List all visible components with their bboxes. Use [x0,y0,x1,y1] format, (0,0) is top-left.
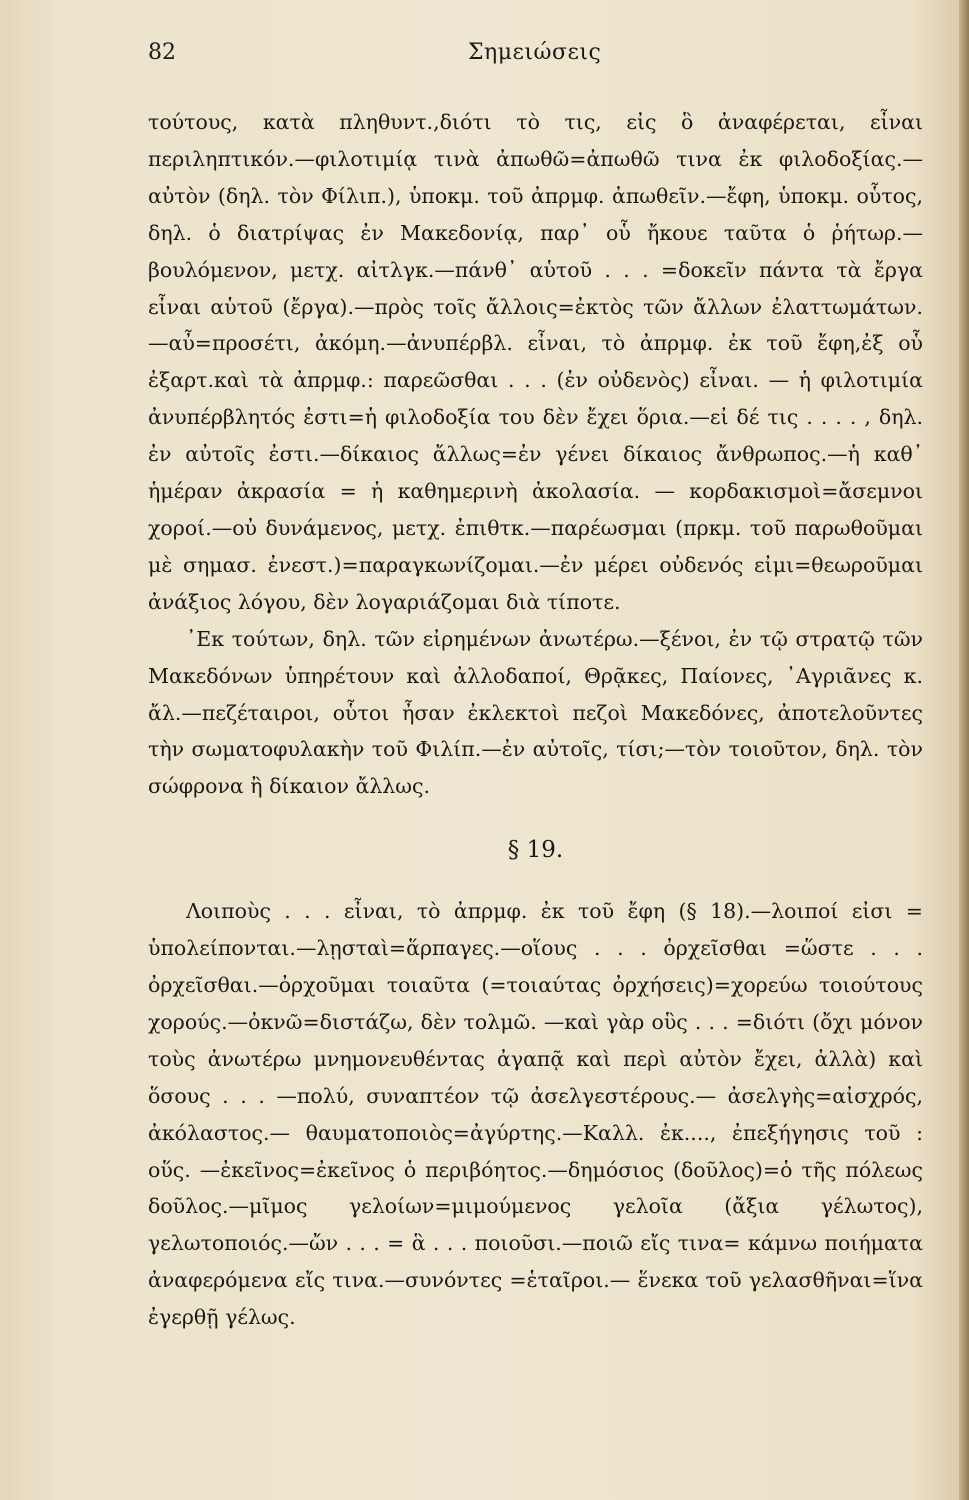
notes-paragraph-2: ᾽Εκ τούτων, δηλ. τῶν εἰρημένων ἀνωτέρω.—ξένοι, ἐν τῷ στρατῷ τῶν Μακεδόνων ὑπηρέτουν καὶ ἀλλοδαποί, Θρᾷκες, Παίονες, ᾽Αγριᾶνες κ. ἄλ.—πεζέταιροι, οὗτοι ἦσαν ἐκλεκτοὶ πεζοὶ Μακεδόνες, ἀποτελοῦντες τὴν σωματοφυλακὴν τοῦ Φιλίπ.—ἐν αὐτοῖς, τίσι;—τὸν τοιοῦτον, δηλ. τὸν σώφρονα ἢ δίκαιον ἄλλως. [148,626,923,799]
running-title: Σημειώσεις [468,40,602,65]
page-number: 82 [148,40,176,65]
section-heading: § 19. [507,837,564,864]
notes-paragraph-1: τούτους, κατὰ πληθυντ.,διότι τὸ τις, εἰς ὃ ἀναφέρεται, εἶναι περιληπτικόν.—φιλοτιμίᾳ τινὰ ἀπωθῶ=ἀπωθῶ τινα ἐκ φιλοδοξίας.—αὐτὸν (δηλ. τὸν Φίλιπ.), ὑποκμ. τοῦ ἀπρμφ. ἀπωθεῖν.—ἔφη, ὑποκμ. οὗτος, δηλ. ὁ διατρίψας ἐν Μακεδονίᾳ, παρ᾽ οὗ ἤκουε ταῦτα ὁ ῥήτωρ.—βουλόμενον, μετχ. αἰτλγκ.—πάνθ᾽ αὑτοῦ . . . =δοκεῖν πάντα τὰ ἔργα εἶναι αὑτοῦ (ἔργα).—πρὸς τοῖς ἄλλοις=ἐκτὸς τῶν ἄλλων ἐλαττωμάτων.—αὖ=προσέτι, ἀκόμη.—ἀνυπέρβλ. εἶναι, τὸ ἀπρμφ. ἐκ τοῦ ἔφη,ἐξ οὗ ἐξαρτ.καὶ τὰ ἀπρμφ.: παρεῶσθαι . . . (ἐν οὐδενὸς) εἶναι. — ἡ φιλοτιμία ἀνυπέρβλητός ἐστι=ἡ φιλοδοξία του δὲν ἔχει ὅρια.—εἰ δέ τις . . . . , δηλ. ἐν αὐτοῖς ἐστι.—δίκαιος ἄλλως=ἐν γένει δίκαιος ἄνθρωπος.—ἡ καθ᾽ ἡμέραν ἀκρασία = ἡ καθημερινὴ ἀκολασία. — κορδακισμοὶ=ἄσεμνοι χοροί.—οὐ δυνάμενος, μετχ. ἐπιθτκ.—παρέωσμαι (πρκμ. τοῦ παρωθοῦμαι μὲ σημασ. ἐνεστ.)=παραγκωνίζομαι.—ἐν μέρει οὐδενός εἰμι=θεωροῦμαι ἀνάξιος λόγου, δὲν λογαριάζομαι διὰ τίποτε. [148,110,923,614]
page-header [148,40,923,74]
notes-paragraph-3: Λοιποὺς . . . εἶναι, τὸ ἀπρμφ. ἐκ τοῦ ἔφη (§ 18).—λοιποί εἰσι = ὑπολείπονται.—λῃσταὶ=ἅρπαγες.—οἵους . . . ὀρχεῖσθαι =ὥστε . . . ὀρχεῖσθαι.—ὀρχοῦμαι τοιαῦτα (=τοιαύτας ὀρχήσεις)=χορεύω τοιούτους χορούς.—ὀκνῶ=διστάζω, δὲν τολμῶ. —καὶ γὰρ οὓς . . . =διότι (ὄχι μόνον τοὺς ἀνωτέρω μνημονευθέντας ἀγαπᾷ καὶ περὶ αὐτὸν ἔχει, ἀλλὰ) καὶ ὅσους . . . —πολύ, συναπτέον τῷ ἀσελγεστέρους.— ἀσελγὴς=αἰσχρός, ἀκόλαστος.— θαυματοποιὸς=ἀγύρτης.—Καλλ. ἐκ...., ἐπεξήγησις τοῦ : οὕς. —ἐκεῖνος=ἐκεῖνος ὁ περιβόητος.—δημόσιος (δοῦλος)=ὁ τῆς πόλεως δοῦλος.—μῖμος γελοίων=μιμούμενος γελοῖα (ἄξια γέλωτος), γελωτοποιός.—ὤν . . . = ἃ . . . ποιοῦσι.—ποιῶ εἴς τινα= κάμνω ποιήματα ἀναφερόμενα εἴς τινα.—συνόντες =ἑταῖροι.— ἕνεκα τοῦ γελασθῆναι=ἵνα ἐγερθῇ γέλως. [148,899,923,1330]
page-edge [959,0,969,1500]
body-text [148,104,923,1336]
